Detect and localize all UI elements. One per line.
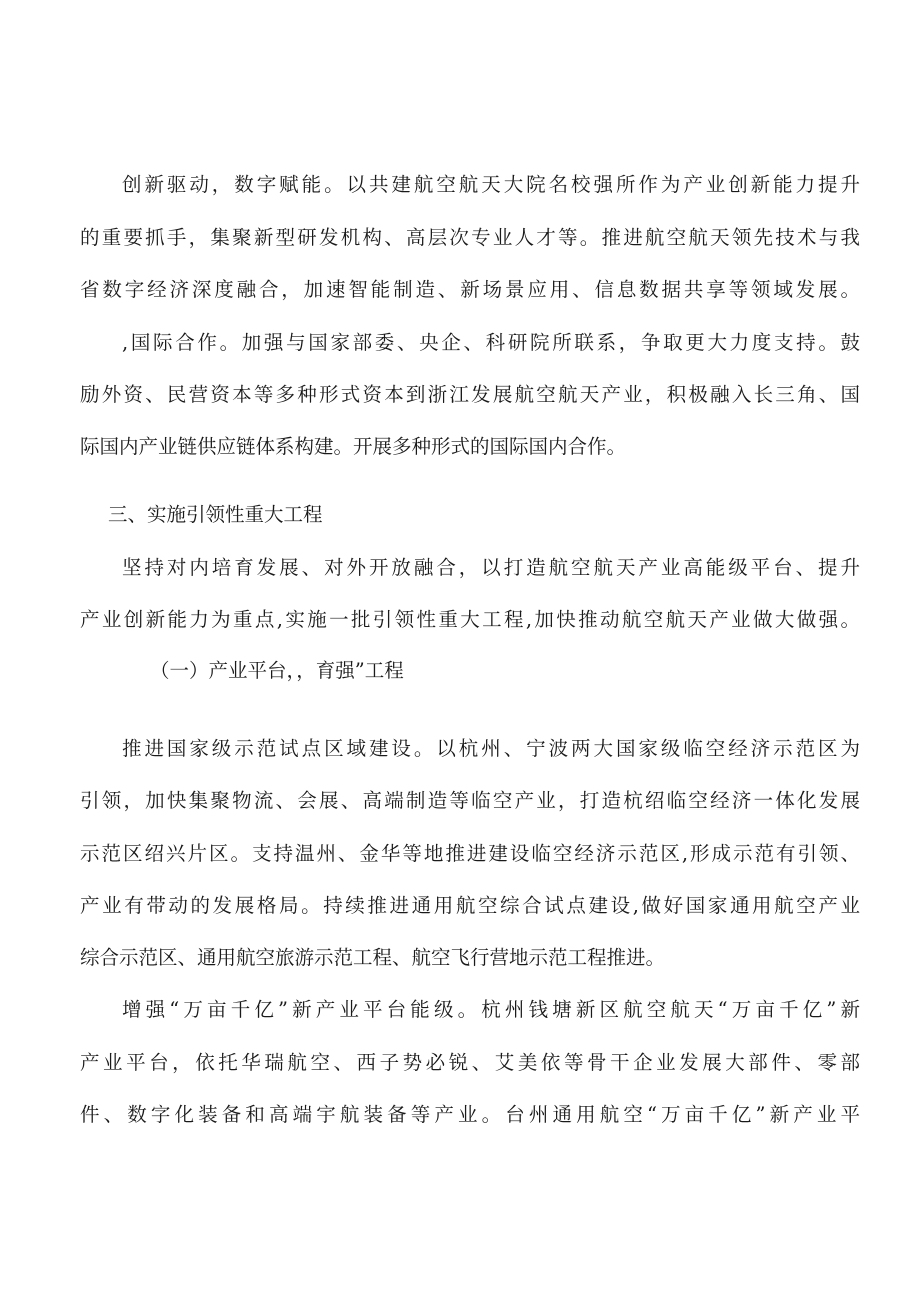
paragraph-5-line-3: 件、数字化装备和高端宇航装备等产业。台州通用航空“万亩千亿”新产业平 (80, 1103, 860, 1126)
paragraph-2-line-1: ,国际合作。加强与国家部委、央企、科研院所联系，争取更大力度支持。鼓 (122, 331, 860, 354)
paragraph-5-line-2: 产业平台，依托华瑞航空、西子势必锐、艾美依等骨干企业发展大部件、零部 (80, 1051, 860, 1074)
paragraph-1-line-2: 的重要抓手，集聚新型研发机构、高层次专业人才等。推进航空航天领先技术与我 (80, 226, 860, 249)
paragraph-2-line-3: 际国内产业链供应链体系构建。开展多种形式的国际国内合作。 (80, 435, 627, 458)
paragraph-4-line-3: 示范区绍兴片区。支持温州、金华等地推进建设临空经济示范区,形成示范有引领、 (80, 842, 860, 865)
paragraph-3-line-2: 产业创新能力为重点,实施一批引领性重大工程,加快推动航空航天产业做大做强。 (80, 608, 860, 631)
paragraph-4-line-1: 推进国家级示范试点区域建设。以杭州、宁波两大国家级临空经济示范区为 (122, 737, 860, 760)
paragraph-4-line-2: 引领，加快集聚物流、会展、高端制造等临空产业，打造杭绍临空经济一体化发展 (80, 789, 860, 812)
paragraph-4-line-4: 产业有带动的发展格局。持续推进通用航空综合试点建设,做好国家通用航空产业 (80, 894, 860, 917)
paragraph-1-line-3: 省数字经济深度融合，加速智能制造、新场景应用、信息数据共享等领域发展。 (80, 278, 860, 301)
section-heading: 三、实施引领性重大工程 (108, 503, 323, 526)
paragraph-4-line-5: 综合示范区、通用航空旅游示范工程、航空飞行营地示范工程推进。 (80, 946, 666, 969)
subsection-heading: （一）产业平台，，育强”工程 (150, 659, 404, 682)
paragraph-5-line-1: 增强“万亩千亿”新产业平台能级。杭州钱塘新区航空航天“万亩千亿”新 (122, 998, 860, 1021)
paragraph-3-line-1: 坚持对内培育发展、对外开放融合，以打造航空航天产业高能级平台、提升 (122, 556, 860, 579)
paragraph-1-line-1: 创新驱动，数字赋能。以共建航空航天大院名校强所作为产业创新能力提升 (122, 173, 860, 196)
paragraph-2-line-2: 励外资、民营资本等多种形式资本到浙江发展航空航天产业，积极融入长三角、国 (80, 383, 860, 406)
